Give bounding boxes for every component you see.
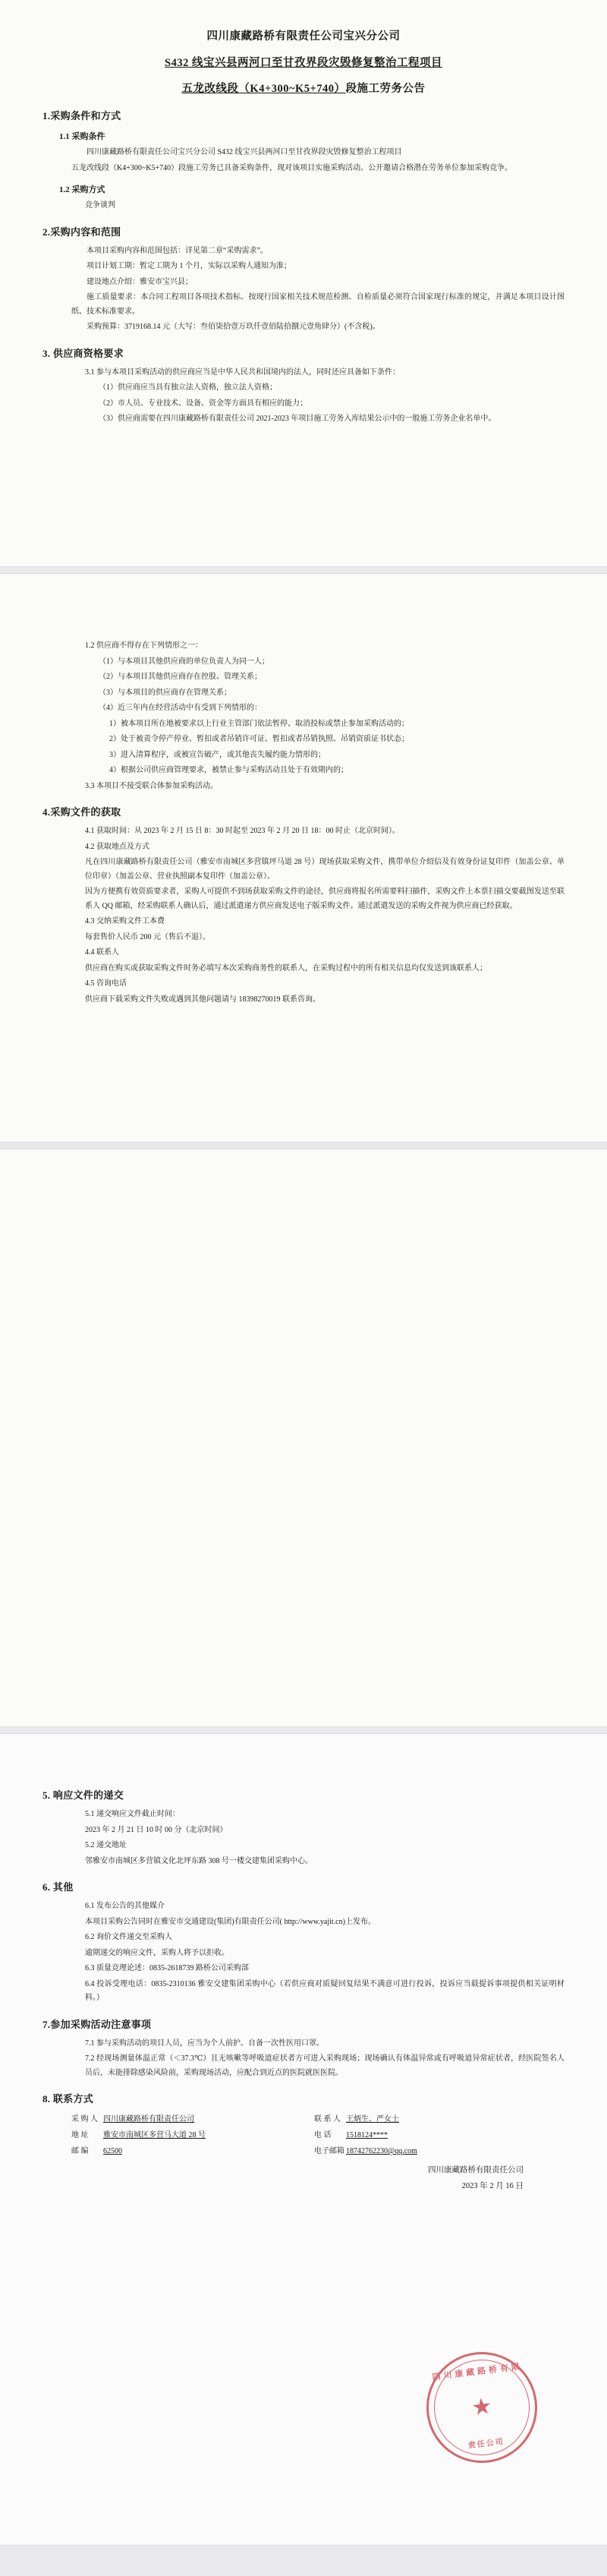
page-title-notice-suffix: 段施工劳务公告 — [345, 83, 426, 95]
paragraph-1-1-a: 四川康藏路桥有限责任公司宝兴分公司 S432 线宝兴县两河口至甘孜界段灾毁修复整治工程项目 — [86, 148, 402, 156]
paragraph-3-2-item4: （4）近三年内在经营活动中有受到下列情形的： — [99, 704, 262, 712]
document-page-2 — [0, 574, 607, 1142]
contact-value-phone: 1518124**** — [346, 2131, 388, 2139]
section-heading-7: 7.参加采购活动注意事项 — [42, 2018, 152, 2030]
document-page-4 — [0, 1734, 607, 2545]
contact-value-person: 王炳生、严女士 — [346, 2115, 399, 2124]
paragraph-3-2-item3: （3）与本项目的供应商存在管理关系； — [99, 688, 231, 697]
paragraph-3-1-item3: （3）供应商需要在四川康藏路桥有限责任公司 2021-2023 年项目施工劳务入库结果公示中的一般施工劳务企业名单中。 — [99, 415, 496, 423]
paragraph-7-1: 7.1 参与采购活动的项目人员，应当为个人前护。自备一次性医用口罩。 — [85, 2038, 324, 2048]
paragraph-4-2-a: 凡在四川康藏路桥有限责任公司（雅安市南城区多营镇坪马道 28 号）现场获取采购文件，携带单位介绍信及有效身份证复印件（加盖公章、单位印章）（加盖公章、营业执照副本复印件（加盖公章）。 — [85, 858, 565, 881]
paragraph-2-a: 本项目采购内容和范围包括：详见第二章“采购需求”。 — [86, 246, 268, 255]
contact-column-right — [314, 2111, 565, 2159]
seal-top-text: 四川康藏路桥有限 — [431, 2362, 524, 2382]
paragraph-3-2-item1: （1）与本项目其他供应商的单位负责人为同一人； — [99, 657, 269, 666]
section-heading-2: 2.采购内容和范围 — [42, 225, 121, 238]
contact-label-postcode: 邮 编 — [71, 2147, 89, 2155]
contact-label-address: 地 址 — [71, 2131, 89, 2139]
page-title-notice — [42, 80, 565, 96]
paragraph-5-1-a: 2023 年 2 月 21 日 10 时 00 分（北京时间） — [85, 1825, 228, 1834]
paragraph-6-4: 6.4 投诉受理电话：0835-2310136 雅安交建集团采购中心（若供应商对质疑回复结果不满意可进行投诉，投诉应当载提诉事项提供相关证明材料。） — [85, 1979, 565, 2002]
contact-label-email: 电子邮箱 — [314, 2147, 344, 2155]
paragraph-3-2-item4-1: 1）被本项目所在地被要求以上行业主管部门依法暂停、取消投标或禁止参加采购活动的； — [109, 719, 409, 728]
paragraph-3-3: 3.3 本项目不接受联合体参加采购活动。 — [85, 781, 218, 790]
signature-company: 四川康藏路桥有限责任公司 — [428, 2166, 524, 2174]
paragraph-4-3-a: 每套售价人民币 200 元（售后不退）。 — [85, 932, 210, 941]
paragraph-2-b: 项目计划工期：暂定工期为 1 个月，实际以采购人通知为准； — [86, 262, 291, 270]
paragraph-6-1-a: 本项目采购公告同时在雅安市交通建设(集团)有限责任公司( http://www.yajit.cn)上发布。 — [85, 1917, 376, 1926]
paragraph-4-5-a: 供应商下载采购文件失败或遇到其他问题请与 18398270019 联系咨询。 — [85, 995, 320, 1004]
paragraph-3-1-item1: （1）供应商应当具有独立法人资格，独立法人资格； — [99, 383, 277, 392]
paragraph-4-1: 4.1 获取时间：从 2023 年 2 月 15 日 8：30 时起至 2023 年 2 月 20 日 18：00 时止（北京时间）。 — [85, 827, 400, 835]
signature-date: 2023 年 2 月 16 日 — [461, 2182, 524, 2190]
document-page-1 — [0, 0, 607, 566]
paragraph-7-2: 7.2 经现场测量体温正常（＜37.3℃）且无咳嗽等呼吸道症状者方可进入采购现场；现场确认有体温异常或有呼吸道异常症状者，经医院签名人员后，未能排除感染风险前，采购现场活动，应配合到近点的医院就医医院。 — [85, 2054, 565, 2077]
paragraph-5-2-a: 邻雅安市南城区多营镇文化北坪东路 308 号一楼交建集团采购中心。 — [85, 1856, 313, 1865]
paragraph-3-2-item4-4: 4）根据公司供应商管理要求，被禁止参与采购活动且处于有效期内的； — [109, 766, 348, 774]
section-heading-6: 6. 其他 — [42, 1881, 74, 1893]
contact-row — [314, 2127, 565, 2143]
paragraph-4-2: 4.2 获取地点及方式 — [85, 842, 149, 851]
contact-value-address: 雅安市南城区多营马大道 28 号 — [103, 2131, 206, 2139]
paragraph-1-1-b: 五龙改线段（K4+300~K5+740）段施工劳务已具备采购条件，现对该项目实施采购活动。公开邀请合格潜在劳务单位参加采购竞争。 — [71, 163, 513, 172]
section-heading-5: 5. 响应文件的递交 — [42, 1789, 124, 1801]
page2-top-spacer — [42, 597, 565, 639]
contact-column-left — [71, 2111, 314, 2159]
paragraph-4-3: 4.3 交纳采购文件工本费 — [85, 917, 165, 925]
section-heading-4: 4.采购文件的获取 — [42, 806, 121, 818]
contact-block — [42, 2111, 565, 2159]
paragraph-4-2-b: 因为方便携有效资质要求者，采购人可提供不到场获取采购文件的途径，供应商将报名所需要料扫描件，采购文件上本票扫描交要截图发送至联系人 QQ 邮箱，经采购联系人确认后，通过派遣递方供应商发送电子版采购文件。通过派遣发送的采购文件视为供应商已经获取。 — [85, 888, 565, 910]
section-heading-3: 3. 供应商资格要求 — [42, 347, 124, 359]
paragraph-1-2-a: 竞争谈判 — [85, 201, 115, 210]
paragraph-6-1: 6.1 发布公告的其他媒介 — [85, 1902, 165, 1910]
contact-label-purchaser: 采 购 人 — [71, 2115, 98, 2124]
contact-row — [71, 2127, 314, 2143]
paragraph-6-3: 6.3 质量竞理论述：0835-2618739 路桥公司采购部 — [85, 1964, 249, 1972]
page-title-project: S432 线宝兴县两河口至甘孜界段灾毁修复整治工程项目 — [165, 57, 442, 69]
seal-bottom-text: 责任公司 — [467, 2437, 505, 2451]
contact-value-email[interactable]: 18742762230@qq.com — [346, 2147, 417, 2155]
paragraph-3-2: 1.2 供应商不得存在下列情形之一： — [85, 642, 203, 650]
star-icon: ★ — [470, 2393, 494, 2421]
contact-columns — [71, 2111, 565, 2159]
paragraph-3-2-item4-2: 2）处于被责令停产停业、暂扣或者吊销许可证、暂扣或者吊销执照、吊销资质证书状态； — [109, 735, 409, 743]
signature-block — [42, 2162, 565, 2194]
contact-row — [71, 2111, 314, 2127]
page-title-notice-segment: 五龙改线段（K4+300~K5+740） — [181, 83, 346, 95]
paragraph-6-2: 6.2 询价文件递交至采购人 — [85, 1933, 172, 1941]
page4-top-spacer — [42, 1757, 565, 1777]
title-block — [42, 27, 565, 96]
paragraph-4-5: 4.5 咨询电话 — [85, 979, 127, 988]
page-title-company: 四川康藏路桥有限责任公司宝兴分公司 — [206, 30, 401, 43]
paragraph-3-1: 3.1 参与本项目采购活动的供应商应当是中华人民共和国境内的法人，同时还应具备如下条件： — [85, 367, 400, 377]
paragraph-6-2-a: 逾期递交的响应文件，采购人将予以拒收。 — [85, 1948, 229, 1957]
paragraph-3-1-item2: （2）市人员、专业技术、设备、资金等方面具有相应的能力； — [99, 399, 307, 408]
contact-row — [314, 2111, 565, 2127]
paragraph-4-4: 4.4 联系人 — [85, 948, 119, 957]
paragraph-3-2-item4-3: 3）进入清算程序，或被宣告破产，或其他丧失履约能力情形的； — [109, 750, 326, 759]
contact-label-person: 联 系 人 — [314, 2115, 341, 2124]
paragraph-2-d: 施工质量要求：本合同工程项目各项技术指标、按现行国家相关技术规范检测、自检质量必须符合国家现行标准的规定，并满足本项目设计图纸、技术标准要求。 — [71, 293, 565, 316]
section-heading-8: 8. 联系方式 — [42, 2093, 94, 2105]
contact-value-purchaser: 四川康藏路桥有限责任公司 — [103, 2115, 194, 2124]
document-page-3 — [0, 1149, 607, 1726]
paragraph-2-c: 建设地点介绍：雅安市宝兴县； — [86, 277, 193, 286]
paragraph-3-2-item2: （2）与本项目其他供应商存在控股、管理关系； — [99, 673, 262, 681]
contact-row — [314, 2143, 565, 2159]
section-heading-1: 1.采购条件和方式 — [42, 110, 121, 121]
paragraph-5-2: 5.2 递交地址 — [85, 1841, 127, 1849]
contact-value-postcode: 62500 — [103, 2147, 122, 2155]
company-seal-stamp — [420, 2346, 544, 2470]
paragraph-4-4-a: 供应商在购买或获取采购文件时务必填写本次采购商务性的联系人，在采购过程中的所有相关信息均仅发送到该联系人； — [85, 963, 487, 973]
contact-label-phone: 电 话 — [314, 2131, 332, 2139]
paragraph-5-1: 5.1 递交响应文件截止时间： — [85, 1810, 180, 1818]
subsection-heading-1-2: 1.2 采购方式 — [59, 185, 105, 194]
paragraph-2-e: 采购预算：3719168.14 元（大写：叁佰柒拾壹万玖仟壹佰陆拾捌元壹角肆分）(不含税)。 — [86, 323, 380, 331]
contact-row — [71, 2143, 314, 2159]
subsection-heading-1-1: 1.1 采购条件 — [59, 132, 105, 141]
